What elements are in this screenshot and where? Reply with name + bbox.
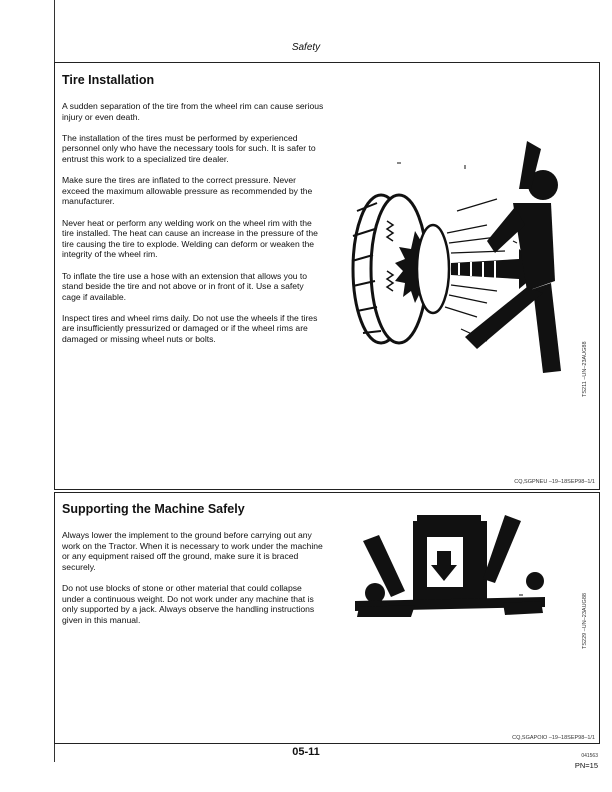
paragraph: The installation of the tires must be performed by experienced personnel only who have the necessary tools for such. It is safer to entrust this work to a specialized tire dealer. [62,132,316,164]
section-footer-code: CQ,SGPNEU –19–18SEP98–1/1 [514,479,595,485]
figure-code: TS229 –UN–23AUG88 [582,593,588,649]
crushed-under-machine-illustration [355,501,545,621]
section-footer-code: CQ,SGAPOIO –19–18SEP98–1/1 [512,735,595,741]
section-title: Tire Installation [62,73,155,87]
pn-label: PN=15 [574,761,598,770]
page-header: Safety [291,42,321,53]
document-id: 041563 [581,753,598,759]
paragraph: To inflate the tire use a hose with an extension that allows you to stand beside the tire and not above or in front of it. Use a safety cage if available. [62,270,308,302]
section-body [62,530,324,636]
page-number: 05-11 [292,746,320,758]
tire-explosion-illustration [337,141,561,399]
paragraph: A sudden separation of the tire from the wheel rim can cause serious injury or even death. [62,101,324,122]
paragraph: Make sure the tires are inflated to the correct pressure. Never exceed the maximum allowable pressure as recommended by the manufacturer. [62,175,313,207]
section-tire-installation [54,62,600,490]
paragraph: Inspect tires and wheel rims daily. Do not use the wheels if the tires are insufficiently pressurized or damaged or if the wheel rims are damaged or missing wheel nuts or bolts. [62,312,318,345]
section-supporting-machine [54,492,600,744]
paragraph: Do not use blocks of stone or other material that could collapse under a continuous weight. Do not work under any machine that is only supported by a jack. Always observe the handling instructions given in this manual. [62,582,315,625]
paragraph: Always lower the implement to the ground before carrying out any work on the Tractor. When it is necessary to work under the machine or any equipment raised off the ground, make sure it is braced securely. [62,530,323,572]
section-body [62,101,324,355]
section-title: Supporting the Machine Safely [62,502,245,516]
figure-code: TS211 –UN–23AUG88 [582,341,588,397]
paragraph: Never heat or perform any welding work on the wheel rim with the tire installed. The heat can cause an increase in the pressure of the tire causing the tire to explode. Welding can deform or weaken the integrity of the wheel rim. [62,217,318,260]
